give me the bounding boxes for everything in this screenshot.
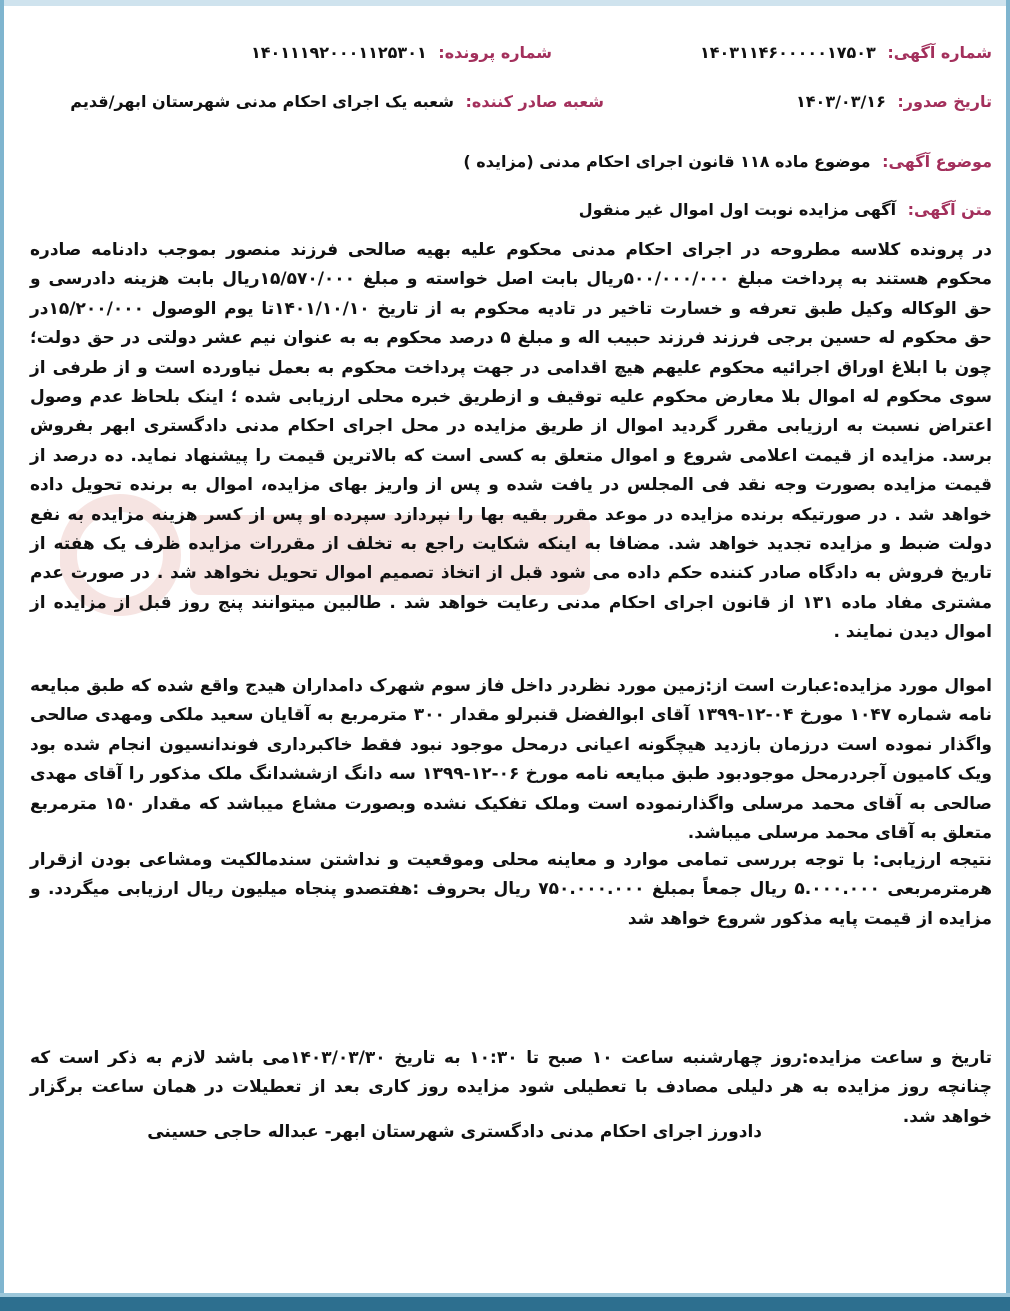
notice-number: ۱۴۰۳۱۱۴۶۰۰۰۰۰۱۷۵۰۳ (700, 43, 876, 62)
issuer: شعبه یک اجرای احکام مدنی شهرستان ابهر/قدیم (70, 92, 454, 111)
notice-title-row (579, 200, 992, 219)
paragraph-case-details: در پرونده کلاسه مطروحه در اجرای احکام مدنی محکوم علیه بهیه صالحی فرزند منصور بموجب دادنامه صادره محکوم هستند به پرداخت مبلغ ۵۰۰/۰۰۰/۰۰۰ریال بابت اصل خواسته و مبلغ ۱۵/۵۷۰/۰۰۰ریال بابت هزینه دادرسی و حق الوکاله وکیل طبق تعرفه و خسارت تاخیر در تادیه محکوم به از تاریخ ۱۴۰۱/۱۰/۱۰تا یوم الوصول ۱۵/۲۰۰/۰۰۰در حق محکوم له حسین برجی فرزند فرزند حبیب اله و مبلغ ۵ درصد محکوم به به عنوان نیم عشر دولتی در حق دولت؛چون با ابلاغ اوراق اجرائیه محکوم علیهم هیچ اقدامی در جهت پرداخت محکوم به بعمل نیاورده است و از طرفی از سوی محکوم له اموال بلا معارض محکوم علیه توقیف و ازطریق خبره محلی ارزیابی شده ؛ اینک بلحاظ عدم وصول اعتراض نسبت به ارزیابی مقرر گردید اموال از طریق مزایده در محل اجرای احکام مدنی دادگستری ابهر بفروش برسد. مزایده از قیمت اعلامی شروع و اموال متعلق به کسی است که بالاترین قیمت را پیشنهاد نماید. ده درصد از قیمت مزایده بصورت وجه نقد فی المجلس در یافت شده و پس از واریز بهای مزایده، اموال به برنده تحویل داده خواهد شد . در صورتیکه برنده مزایده در موعد مقرر بقیه بها را نپردازد سپرده او پس از کسر هزینه مزایده به نفع دولت ضبط و مزایده تجدید خواهد شد. مضافا به اینکه شکایت راجع به تخلف از مقررات مزایده ظرف یک هفته از تاریخ فروش به دادگاه صادر کننده حکم داده می شود قبل از اتخاذ تصمیم اموال تحویل نخواهد شد . در صورت عدم مشتری مفاد ماده ۱۳۱ از قانون اجرای احکام مدنی رعایت خواهد شد . طالبین میتوانند پنج روز قبل از مزایده از اموال دیدن نمایند . (30, 240, 992, 643)
subject-row (463, 152, 992, 171)
signature: دادورز اجرای احکام مدنی دادگستری شهرستان ابهر- عبداله حاجی حسینی (147, 1122, 762, 1142)
subject-label: موضوع آگهی: (882, 152, 992, 171)
issuer-row (70, 92, 604, 111)
window-right-border (1006, 0, 1010, 1311)
notice-number-label: شماره آگهی: (887, 43, 992, 62)
notice-number-row (700, 43, 992, 62)
paragraph-auction-date: تاریخ و ساعت مزایده:روز چهارشنبه ساعت ۱۰ صبح تا ۱۰:۳۰ به تاریخ ۱۴۰۳/۰۳/۳۰می باشد لازم به ذکر است که چنانچه روز مزایده به هر دلیلی مصادف با تعطیلی شود مزایده روز کاری بعد از تعطیلات در همان ساعت برگزار خواهد شد. (30, 1048, 993, 1127)
issuer-label: شعبه صادر کننده: (465, 92, 604, 111)
issue-date: ۱۴۰۳/۰۳/۱۶ (796, 92, 886, 111)
paragraph-property-description: اموال مورد مزایده:عبارت است از:زمین مورد نظردر داخل فاز سوم شهرک دامداران هیدج واقع شده که طبق مبایعه نامه شماره ۱۰۴۷ مورخ ۰۴-۱۲-۱۳۹۹ آقای ابوالفضل قنبرلو مقدار ۳۰۰ مترمربع به آقایان سعید ملکی ومهدی صالحی واگذار نموده است درزمان بازدید هیچگونه اعیانی درمحل موجود نبود فقط خاکبرداری فوندانسیون انجام شده بود ویک کامیون آجردرمحل موجودبود طبق مبایعه نامه مورخ ۰۶-۱۲-۱۳۹۹ سه دانگ ازششدانگ ملک مذکور را آقای مهدی صالحی به آقای محمد مرسلی واگذارنموده است وملک تفکیک نشده وبصورت مشاع میباشد که مقدار ۱۵۰ مترمربع متعلق به آقای محمد مرسلی میباشد. (30, 676, 992, 844)
subject: موضوع ماده ۱۱۸ قانون اجرای احکام مدنی (مزایده ) (463, 152, 871, 171)
window-bottom-border (0, 1297, 1010, 1311)
case-number-row (251, 43, 552, 62)
paragraph-appraisal-result: نتیجه ارزیابی: با توجه بررسی تمامی موارد و معاینه محلی وموقعیت و نداشتن سندمالکیت ومشاعی بودن ازقرار هرمترمربعی ۵.۰۰۰.۰۰۰ ریال جمعاً بمبلغ ۷۵۰.۰۰۰.۰۰۰ ریال بحروف :هفتصدو پنجاه میلیون ریال ارزیابی میگردد. و مزایده از قیمت پایه مذکور شروع خواهد شد (30, 850, 992, 929)
case-number-label: شماره پرونده: (438, 43, 552, 62)
notice-text-label: متن آگهی: (907, 200, 992, 219)
notice-document (30, 0, 992, 1290)
case-number: ۱۴۰۱۱۱۹۲۰۰۰۱۱۲۵۳۰۱ (250, 43, 427, 62)
issue-date-label: تاریخ صدور: (897, 92, 992, 111)
issue-date-row (796, 92, 992, 111)
notice-title: آگهی مزایده نوبت اول اموال غیر منقول (578, 200, 897, 219)
window-left-border (0, 0, 4, 1311)
